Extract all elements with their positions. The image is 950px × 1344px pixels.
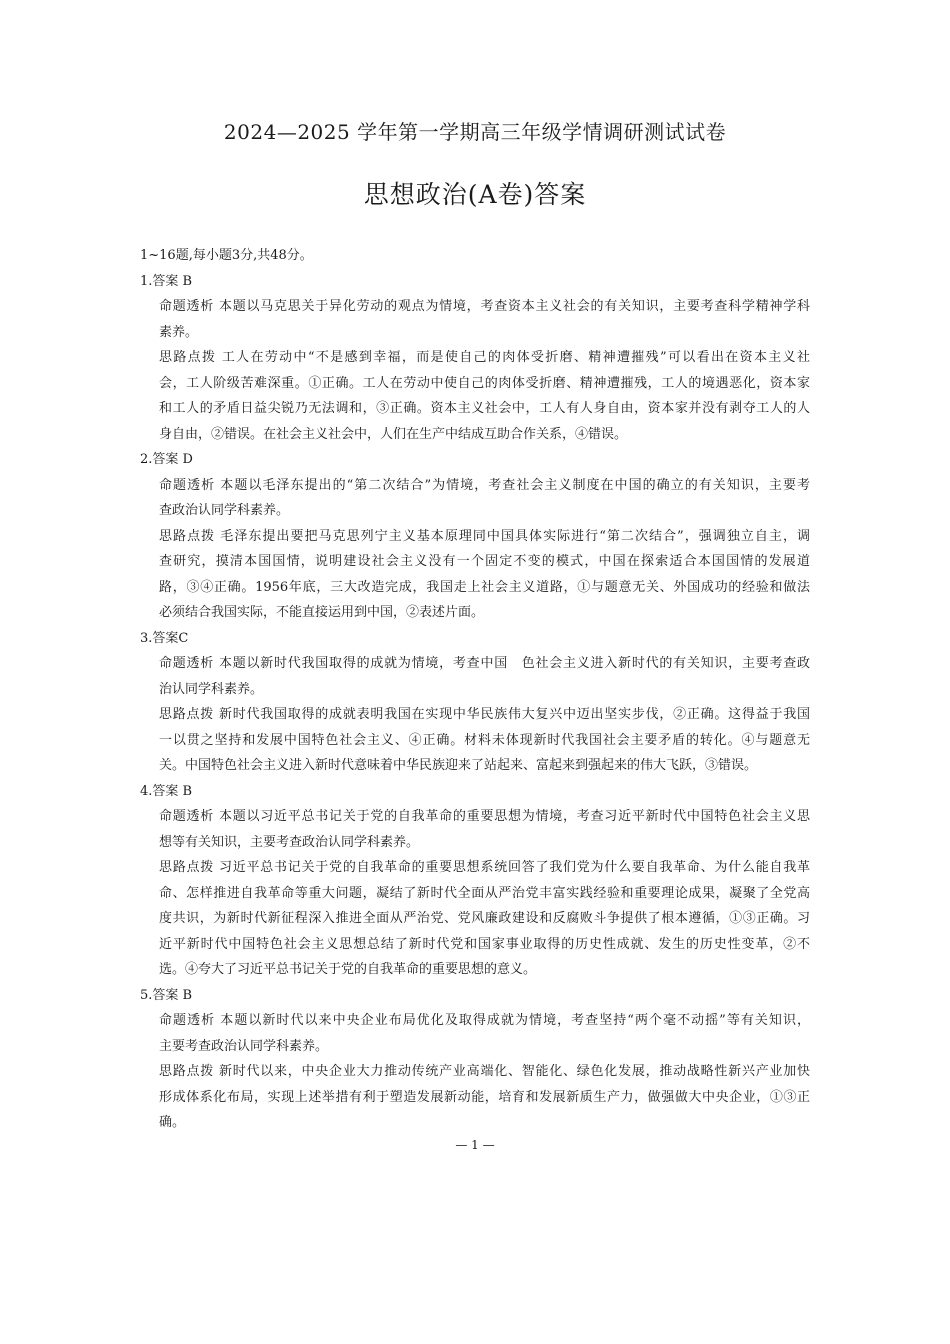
text-line: 命、怎样推进自我革命等重大问题，凝结了新时代全面从严治党丰富实践经验和重要理论成果，凝聚了全党高 bbox=[159, 885, 810, 901]
text-line: 确。 bbox=[159, 1115, 186, 1130]
answer-subtitle: 思想政治(A卷)答案 bbox=[363, 180, 587, 209]
answer-heading-4: 4.答案 B bbox=[140, 783, 193, 799]
answer-heading-1: 1.答案 B bbox=[140, 273, 193, 289]
text-line: 路，③④正确。1956年底，三大改造完成，我国走上社会主义道路，①与题意无关、外国成功的经验和做法 bbox=[159, 579, 810, 595]
text-line: 度共识，为新时代新征程深入推进全面从严治党、党风廉政建设和反腐败斗争提供了根本遵循，①③正确。习 bbox=[159, 911, 810, 926]
text-line: 查研究，摸清本国国情，说明建设社会主义没有一个固定不变的模式，中国在探索适合本国国情的发展道 bbox=[159, 554, 810, 569]
text-line: 思路点拨 新时代我国取得的成就表明我国在实现中华民族伟大复兴中迈出坚实步伐，②正确。这得益于我国 bbox=[159, 707, 810, 722]
text-line: 一以贯之坚持和发展中国特色社会主义、④正确。材料未体现新时代我国社会主要矛盾的转化。④与题意无 bbox=[159, 732, 810, 748]
answer-heading-2: 2.答案 D bbox=[140, 452, 193, 467]
exam-title: 2024—2025 学年第一学期高三年级学情调研测试试卷 bbox=[223, 120, 727, 144]
text-line: 素养。 bbox=[159, 324, 199, 340]
text-line: 选。④夸大了习近平总书记关于党的自我革命的重要思想的意义。 bbox=[159, 962, 537, 977]
page-number: — 1 — bbox=[455, 1138, 495, 1152]
answer-heading-5: 5.答案 B bbox=[140, 987, 193, 1003]
text-line: 思路点拨 工人在劳动中“不是感到幸福，而是使自己的肉体受折磨、精神遭摧残”可以看出在资本主义社 bbox=[159, 350, 810, 365]
text-line: 近平新时代中国特色社会主义思想总结了新时代党和国家事业取得的历史性成就、发生的历史性变革，②不 bbox=[159, 936, 810, 952]
text-line: 关。中国特色社会主义进入新时代意味着中华民族迎来了站起来、富起来到强起来的伟大飞跃，③错误。 bbox=[159, 758, 758, 773]
text-line: 思路点拨 毛泽东提出要把马克思列宁主义基本原理同中国具体实际进行“第二次结合”，强调独立自主，调 bbox=[159, 528, 810, 544]
text-line: 形成体系化布局，实现上述举措有利于塑造发展新动能，培育和发展新质生产力，做强做大中央企业，①③正 bbox=[159, 1089, 810, 1105]
answer-body bbox=[140, 243, 810, 1136]
text-line: 会，工人阶级苦难深重。①正确。工人在劳动中使自己的肉体受折磨、精神遭摧残，工人的境遇恶化，资本家 bbox=[159, 375, 810, 391]
text-line: 命题透析 本题以新时代我国取得的成就为情境，考查中国 色社会主义进入新时代的有关知识，主要考查政 bbox=[159, 656, 810, 671]
text-line: 必须结合我国实际，不能直接运用到中国，②表述片面。 bbox=[159, 605, 485, 620]
text-line: 主要考查政治认同学科素养。 bbox=[159, 1038, 329, 1054]
text-line: 命题透析 本题以新时代以来中央企业布局优化及取得成就为情境，考查坚持“两个毫不动摇”等有关知识， bbox=[159, 1013, 810, 1028]
answer-heading-3: 3.答案C bbox=[140, 630, 189, 646]
text-line: 思路点拨 习近平总书记关于党的自我革命的重要思想系统回答了我们党为什么要自我革命、为什么能自我革 bbox=[159, 860, 810, 875]
scoring-note: 1~16题,每小题3分,共48分。 bbox=[140, 248, 313, 263]
text-line: 命题透析 本题以毛泽东提出的“第二次结合”为情境，考查社会主义制度在中国的确立的有关知识，主要考 bbox=[159, 477, 810, 493]
text-line: 命题透析 本题以习近平总书记关于党的自我革命的重要思想为情境，考查习近平新时代中国特色社会主义思 bbox=[159, 809, 810, 824]
text-line: 命题透析 本题以马克思关于异化劳动的观点为情境，考查资本主义社会的有关知识，主要考查科学精神学科 bbox=[159, 299, 810, 314]
text-line: 想等有关知识，主要考查政治认同学科素养。 bbox=[159, 834, 420, 850]
text-line: 治认同学科素养。 bbox=[159, 681, 264, 697]
text-line: 和工人的矛盾日益尖锐乃无法调和，③正确。资本主义社会中，工人有人身自由，资本家并没有剥夺工人的人 bbox=[159, 401, 810, 416]
text-line: 思路点拨 新时代以来，中央企业大力推动传统产业高端化、智能化、绿色化发展，推动战略性新兴产业加快 bbox=[159, 1064, 810, 1079]
text-line: 身自由，②错误。在社会主义社会中，人们在生产中结成互助合作关系，④错误。 bbox=[159, 426, 628, 442]
text-line: 查政治认同学科素养。 bbox=[159, 503, 290, 518]
